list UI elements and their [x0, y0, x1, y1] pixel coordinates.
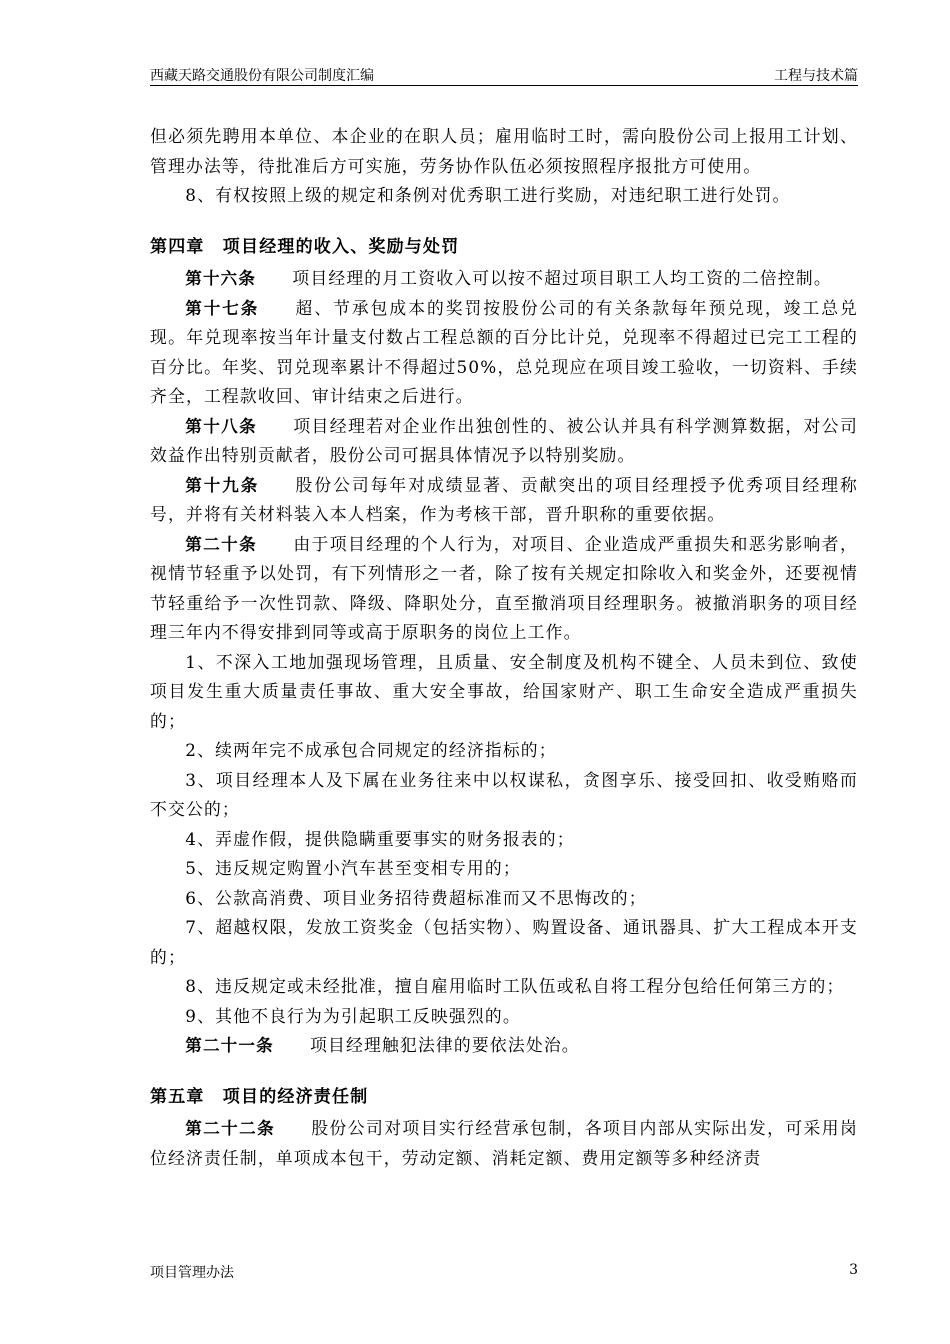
paragraph-item-8: 8、有权按照上级的规定和条例对优秀职工进行奖励，对违纪职工进行处罚。	[185, 185, 791, 205]
article-21-label: 第二十一条	[185, 1036, 274, 1055]
article-20-text: 由于项目经理的个人行为，对项目、企业造成严重损失和恶劣影响者，视情节轻重予以处罚，有下列情形之一者，除了按有关规定扣除收入和奖金外，还要视情节轻重给予一次性罚款、降级、降职处分，直至撤消项目经理职务。被撤消职务的项目经理三年内不得安排到同等或高于原职务的岗位上工作。	[150, 533, 858, 642]
article-17-text: 超、节承包成本的奖罚按股份公司的有关条款每年预兑现，竣工总兑现。年兑现率按当年计量支付数占工程总额的百分比计兑，兑现率不得超过已完工工程的百分比。年奖、罚兑现率累计不得超过50%，总兑现应在项目竣工验收，一切资料、手续齐全，工程款收回、审计结束之后进行。	[150, 297, 858, 406]
article-21-text: 项目经理触犯法律的要依法处治。	[310, 1035, 580, 1055]
list-item: 1、不深入工地加强现场管理，且质量、安全制度及机构不键全、人员未到位、致使项目发生重大质量责任事故、重大安全事故，给国家财产、职工生命安全造成严重损失的；	[150, 651, 858, 731]
article-17-label: 第十七条	[185, 298, 260, 318]
article-21	[150, 1031, 858, 1061]
article-22	[150, 1114, 858, 1173]
article-22-label: 第二十二条	[185, 1119, 276, 1138]
list-item: 6、公款高消费、项目业务招待费超标准而又不思悔改的；	[185, 887, 647, 908]
article-20	[150, 530, 858, 648]
article-17	[150, 294, 858, 412]
paragraph-continuation: 但必须先聘用本单位、本企业的在职人员；雇用临时工时，需向股份公司上报用工计划、管理办法等，待批准后方可实施，劳务协作队伍必须按照程序报批方可使用。	[150, 126, 858, 176]
document-body	[150, 122, 858, 1173]
article-16	[150, 264, 858, 294]
list-item: 2、续两年完不成承包合同规定的经济指标的；	[185, 740, 557, 760]
chapter-5-heading: 第五章 项目的经济责任制	[150, 1086, 369, 1107]
list-item: 8、违反规定或未经批准，擅自雇用临时工队伍或私自将工程分包给任何第三方的；	[185, 976, 845, 996]
page-number: 3	[849, 1262, 858, 1278]
header-section-title: 工程与技术篇	[774, 68, 858, 84]
header-company-title: 西藏天路交通股份有限公司制度汇编	[150, 68, 374, 84]
list-item: 3、项目经理本人及下属在业务往来中以权谋私，贪图享乐、接受回扣、收受贿赂而不交公的；	[150, 769, 858, 819]
article-19-label: 第十九条	[185, 475, 260, 495]
article-22-text: 股份公司对项目实行经营承包制，各项目内部从实际出发，可采用岗位经济责任制，单项成本包干，劳动定额、消耗定额、费用定额等多种经济责	[150, 1118, 858, 1168]
footer-document-title: 项目管理办法	[150, 1265, 234, 1281]
article-16-text: 项目经理的月工资收入可以按不超过项目职工人均工资的二倍控制。	[292, 268, 832, 288]
article-18-text: 项目经理若对企业作出独创性的、被公认并具有科学测算数据，对公司效益作出特别贡献者，股份公司可据具体情况予以特别奖励。	[150, 415, 858, 465]
article-19	[150, 471, 858, 530]
list-item: 4、弄虚作假，提供隐瞒重要事实的财务报表的；	[185, 828, 575, 849]
article-19-text: 股份公司每年对成绩显著、贡献突出的项目经理授予优秀项目经理称号，并将有关材料装入本人档案，作为考核干部，晋升职称的重要依据。	[150, 474, 858, 524]
list-item: 5、违反规定购置小汽车甚至变相专用的；	[185, 858, 521, 878]
list-item: 7、超越权限，发放工资奖金（包括实物）、购置设备、通讯器具、扩大工程成本开支的；	[150, 917, 858, 967]
list-item: 9、其他不良行为为引起职工反映强烈的。	[185, 1005, 521, 1026]
article-18-label: 第十八条	[185, 416, 258, 436]
page-header	[150, 65, 858, 86]
article-20-label: 第二十条	[185, 534, 258, 554]
article-16-label: 第十六条	[185, 269, 257, 288]
chapter-4-heading: 第四章 项目经理的收入、奖励与处罚	[150, 236, 460, 257]
article-18	[150, 412, 858, 471]
